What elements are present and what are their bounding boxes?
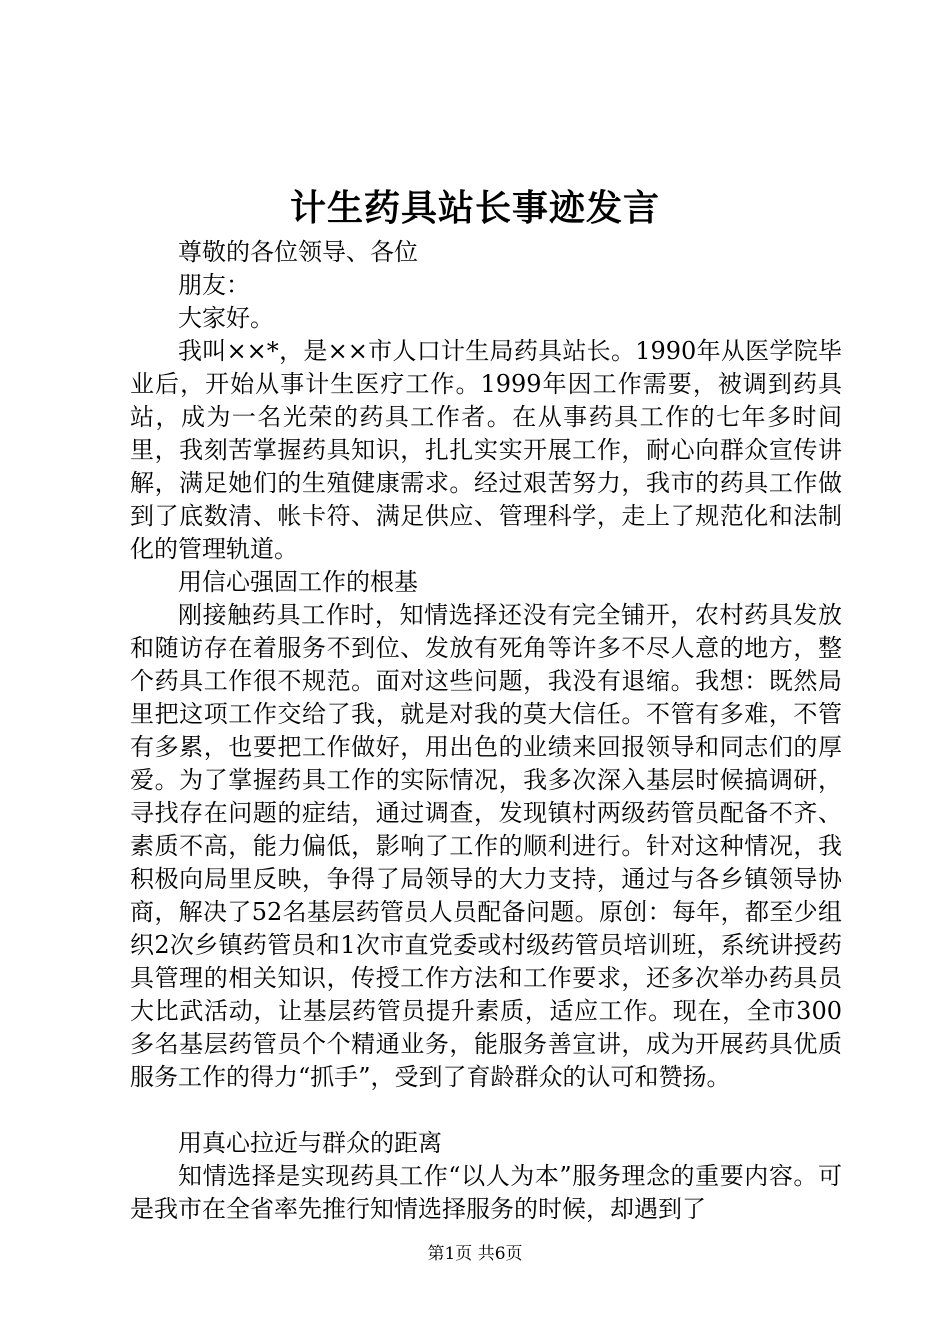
greeting-line: 朋友： — [178, 271, 250, 299]
document-title: 计生药具站长事迹发言 — [289, 187, 660, 229]
body-paragraph: 知情选择是实现药具工作“以人为本”服务理念的重要内容。可是我市在全省率先推行知情选择服务的时候，却遇到了 — [130, 1162, 842, 1223]
section-heading: 用信心强固工作的根基 — [178, 568, 418, 596]
body-paragraph: 我叫××*，是××市人口计生局药具站长。1990年从医学院毕业后，开始从事计生医疗工作。1999年因工作需要，被调到药具站，成为一名光荣的药具工作者。在从事药具工作的七年多时间里，我刻苦掌握药具知识，扎扎实实开展工作，耐心向群众宣传讲解，满足她们的生殖健康需求。经过艰苦努力，我市的药具工作做到了底数清、帐卡符、满足供应、管理科学，走上了规范化和法制化的管理轨道。 — [130, 337, 842, 563]
document-body — [130, 236, 842, 1226]
greeting-line: 大家好。 — [178, 304, 274, 332]
page-number: 第1页 共6页 — [427, 1244, 523, 1264]
section-heading: 用真心拉近与群众的距离 — [178, 1129, 442, 1157]
greeting-line: 尊敬的各位领导、各位 — [178, 238, 418, 266]
body-paragraph: 刚接触药具工作时，知情选择还没有完全铺开，农村药具发放和随访存在着服务不到位、发放有死角等许多不尽人意的地方，整个药具工作很不规范。面对这些问题，我没有退缩。我想：既然局里把这项工作交给了我，就是对我的莫大信任。不管有多难，不管有多累，也要把工作做好，用出色的业绩来回报领导和同志们的厚爱。为了掌握药具工作的实际情况，我多次深入基层时候搞调研，寻找存在问题的症结，通过调查，发现镇村两级药管员配备不齐、素质不高，能力偏低，影响了工作的顺利进行。针对这种情况，我积极向局里反映，争得了局领导的大力支持，通过与各乡镇领导协商，解决了52名基层药管员人员配备问题。原创：每年，都至少组织2次乡镇药管员和1次市直党委或村级药管员培训班，系统讲授药具管理的相关知识，传授工作方法和工作要求，还多次举办药具员大比武活动，让基层药管员提升素质，适应工作。现在，全市300多名基层药管员个个精通业务，能服务善宣讲，成为开展药具优质服务工作的得力“抓手”，受到了育龄群众的认可和赞扬。 — [130, 601, 842, 1091]
